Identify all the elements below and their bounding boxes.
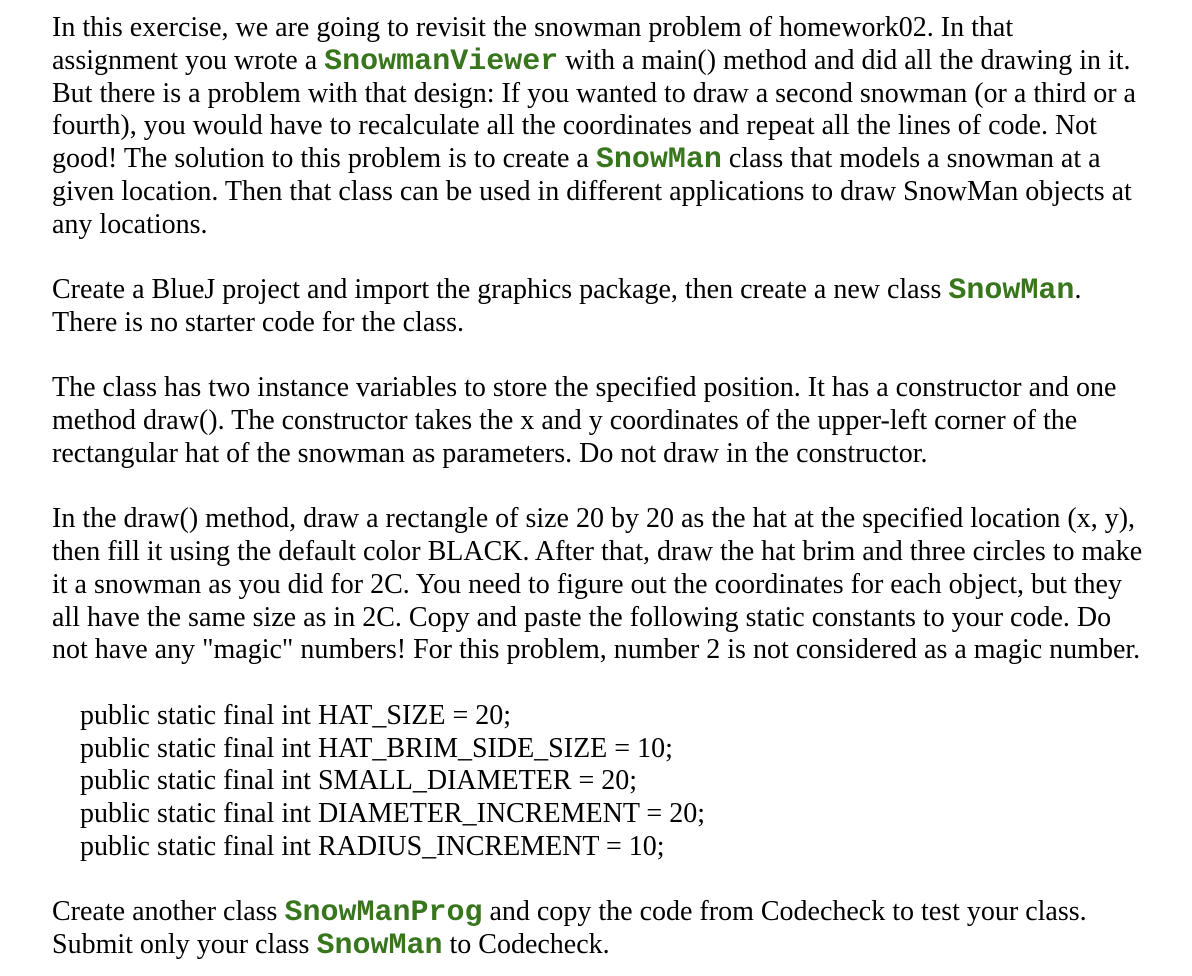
submission-line bbox=[52, 896, 1192, 929]
submission-text: to Codecheck. bbox=[442, 929, 610, 960]
intro-text: assignment you wrote a bbox=[52, 44, 325, 76]
draw-method-line: it a snowman as you did for 2C. You need to figure out the coordinates for each object, but they bbox=[52, 568, 1122, 600]
class-design-paragraph bbox=[52, 372, 1192, 470]
class-name-snowman: SnowMan bbox=[595, 143, 722, 177]
submission-text: Submit only your class bbox=[52, 929, 317, 960]
class-name-snowmanprog: SnowManProg bbox=[284, 896, 483, 931]
constant-radius-increment: public static final int RADIUS_INCREMENT = 10; bbox=[80, 830, 665, 862]
intro-paragraph bbox=[52, 12, 1192, 241]
setup-line: There is no starter code for the class. bbox=[52, 306, 465, 338]
submission-text: and copy the code from Codecheck to test your class. bbox=[482, 896, 1087, 928]
submission-line bbox=[52, 929, 1192, 962]
intro-line bbox=[52, 45, 1192, 78]
class-design-line: The class has two instance variables to store the specified position. It has a constructor and one bbox=[52, 372, 1117, 404]
setup-line bbox=[52, 274, 1192, 307]
draw-method-paragraph bbox=[52, 503, 1192, 667]
draw-method-line: then fill it using the default color BLACK. After that, draw the hat brim and three circles to make bbox=[52, 536, 1143, 567]
static-constants-block bbox=[52, 700, 1192, 864]
setup-text: Create a BlueJ project and import the graphics package, then create a new class bbox=[52, 274, 949, 305]
draw-method-line: all have the same size as in 2C. Copy and paste the following static constants to your code. Do bbox=[52, 601, 1112, 633]
intro-line: any locations. bbox=[52, 208, 208, 240]
class-name-snowman: SnowMan bbox=[316, 929, 443, 963]
intro-text: good! The solution to this problem is to create a bbox=[52, 143, 596, 174]
draw-method-line: not have any "magic" numbers! For this problem, number 2 is not considered as a magic number. bbox=[52, 634, 1141, 666]
intro-line: But there is a problem with that design: If you wanted to draw a second snowman (or a third or a bbox=[52, 77, 1136, 109]
constant-hat-size: public static final int HAT_SIZE = 20; bbox=[80, 699, 512, 731]
class-design-line: rectangular hat of the snowman as parameters. Do not draw in the constructor. bbox=[52, 437, 928, 469]
submission-paragraph bbox=[52, 896, 1192, 962]
constant-diameter-increment: public static final int DIAMETER_INCREMENT = 20; bbox=[80, 798, 705, 829]
class-name-snowmanviewer: SnowmanViewer bbox=[324, 44, 559, 79]
constant-small-diameter: public static final int SMALL_DIAMETER = 20; bbox=[80, 765, 638, 797]
intro-line: given location. Then that class can be used in different applications to draw SnowMan objects at bbox=[52, 175, 1132, 207]
intro-line: In this exercise, we are going to revisit the snowman problem of homework02. In that bbox=[52, 12, 1014, 43]
draw-method-line: In the draw() method, draw a rectangle of size 20 by 20 as the hat at the specified location (x, y), bbox=[52, 503, 1136, 535]
intro-text: with a main() method and did all the drawing in it. bbox=[558, 44, 1131, 76]
intro-text: class that models a snowman at a bbox=[721, 143, 1101, 174]
setup-paragraph bbox=[52, 274, 1192, 340]
submission-text: Create another class bbox=[52, 896, 285, 928]
intro-line bbox=[52, 143, 1192, 176]
intro-line: fourth), you would have to recalculate all the coordinates and repeat all the lines of code. Not bbox=[52, 110, 1097, 142]
class-design-line: method draw(). The constructor takes the x and y coordinates of the upper-left corner of the bbox=[52, 405, 1078, 436]
setup-text: . bbox=[1074, 274, 1082, 305]
class-name-snowman: SnowMan bbox=[948, 274, 1075, 308]
constant-hat-brim-side-size: public static final int HAT_BRIM_SIDE_SIZE = 10; bbox=[80, 732, 673, 764]
